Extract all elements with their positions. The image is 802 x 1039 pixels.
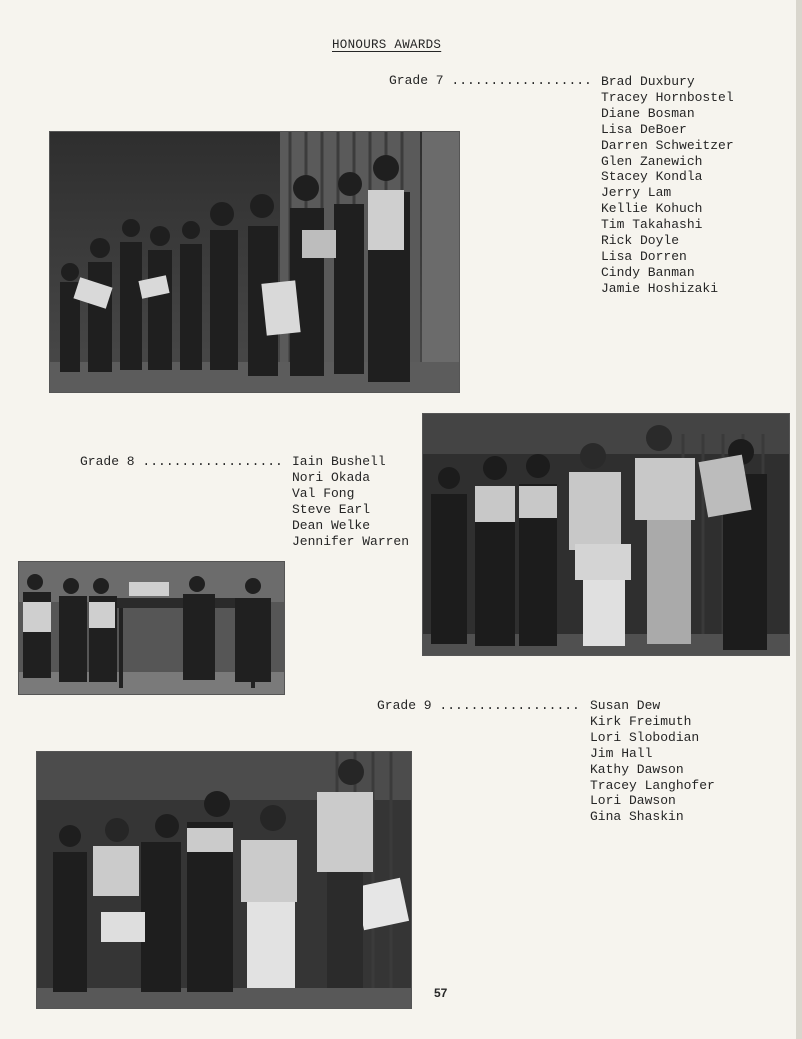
list-item: Tracey Langhofer <box>590 777 715 793</box>
list-item: Lori Slobodian <box>590 729 700 745</box>
list-item: Kathy Dawson <box>590 761 684 777</box>
grade-9-label: Grade 9 <box>377 698 432 713</box>
list-item: Jerry Lam <box>601 185 672 201</box>
list-item: Cindy Banman <box>601 264 695 280</box>
list-item: Steve Earl <box>292 501 371 517</box>
grade-9-name-list <box>590 698 715 825</box>
assembly-audience-photo <box>19 562 284 694</box>
list-item: Tracey Hornbostel <box>601 89 734 105</box>
list-item: Jennifer Warren <box>292 533 410 549</box>
list-item: Lisa Dorren <box>601 248 687 264</box>
list-item: Lori Dawson <box>590 793 676 809</box>
grade-9-heading <box>377 698 580 713</box>
list-item: Tim Takahashi <box>601 217 703 233</box>
list-item: Iain Bushell <box>292 454 386 469</box>
grade-7-group-photo <box>50 132 459 392</box>
grade-9-leader: .................. <box>439 698 580 713</box>
grade-8-group-photo <box>423 414 789 655</box>
list-item: Gina Shaskin <box>590 809 684 825</box>
list-item: Rick Doyle <box>601 233 680 249</box>
grade-7-label: Grade 7 <box>389 73 444 88</box>
list-item: Dean Welke <box>292 517 371 533</box>
grade-7-heading <box>389 73 592 88</box>
list-item: Glen Zanewich <box>601 153 703 169</box>
page-number: 57 <box>434 986 448 1000</box>
grade-7-leader: .................. <box>451 73 592 88</box>
list-item: Jamie Hoshizaki <box>601 280 719 296</box>
grade-8-heading <box>80 454 283 469</box>
list-item: Brad Duxbury <box>601 74 695 89</box>
list-item: Nori Okada <box>292 469 371 485</box>
list-item: Darren Schweitzer <box>601 137 734 153</box>
list-item: Kellie Kohuch <box>601 201 703 217</box>
list-item: Stacey Kondla <box>601 169 703 185</box>
grade-8-name-list <box>292 454 409 549</box>
grade-8-leader: .................. <box>142 454 283 469</box>
list-item: Lisa DeBoer <box>601 121 687 137</box>
page-title: HONOURS AWARDS <box>332 38 442 52</box>
grade-8-label: Grade 8 <box>80 454 135 469</box>
list-item: Kirk Freimuth <box>590 713 692 729</box>
list-item: Jim Hall <box>590 745 653 761</box>
grade-9-group-photo <box>37 752 411 1008</box>
grade-7-name-list <box>601 74 734 297</box>
list-item: Val Fong <box>292 485 355 501</box>
list-item: Diane Bosman <box>601 105 695 121</box>
list-item: Susan Dew <box>590 698 661 713</box>
page-edge <box>796 0 802 1039</box>
